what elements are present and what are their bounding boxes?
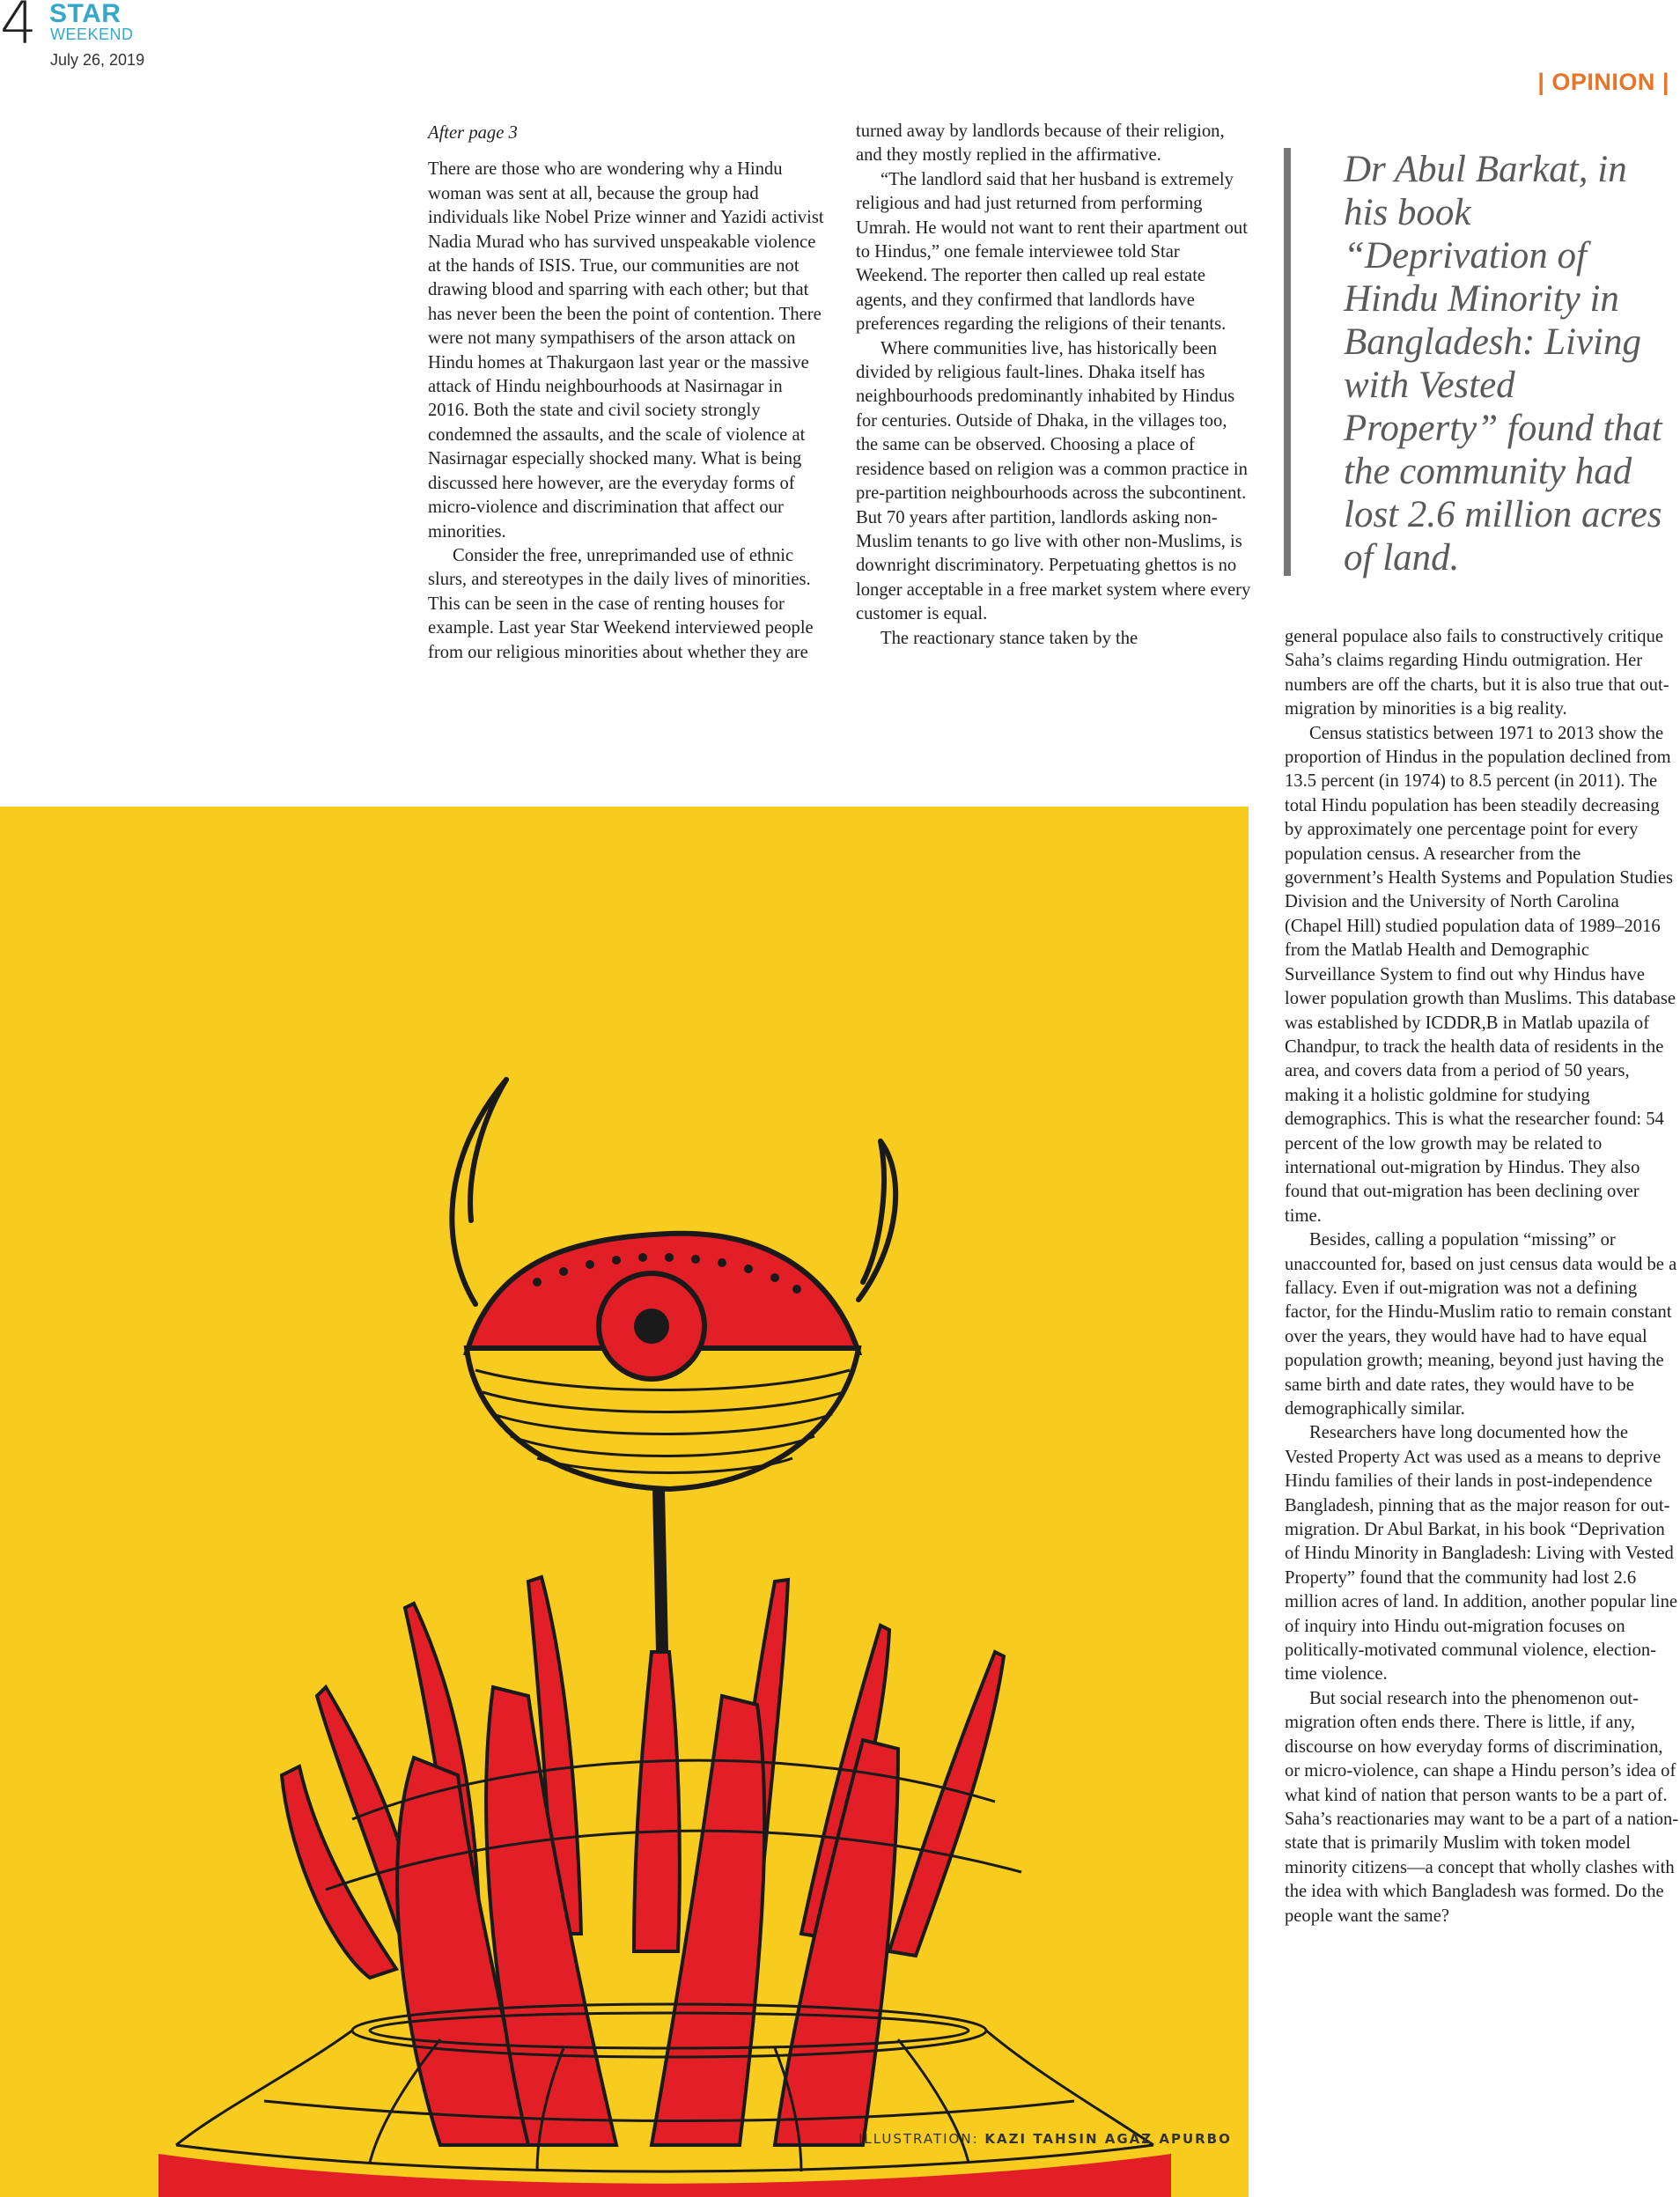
illustration-artwork [0, 807, 1249, 2197]
paragraph: Besides, calling a population “missing” or unaccounted for, based on just census data would be a fallacy. Even if out-migration was not a defining factor, for the Hindu-Muslim ratio to remain constant over the years, they would have had to have equal population growth; meaning, beyond just having the same birth and date rates, they would have to be demographically similar. [1285, 1230, 1677, 1419]
paragraph: Consider the free, unreprimanded use of ethnic slurs, and stereotypes in the daily lives of minorities. This can be seen in the case of renting houses for example. Last year Star Weekend interviewed people from our religious minorities about whether they are [428, 545, 814, 662]
brand-star: STAR [49, 0, 122, 28]
illustration [0, 807, 1249, 2197]
paragraph: Census statistics between 1971 to 2013 show the proportion of Hindus in the population declined from 13.5 percent (in 1974) to 8.5 percent (in 2011). The total Hindu population has been steadily decreasing by approximately one percentage point for every population census. A researcher from the government’s Health Systems and Population Studies Division and the University of North Carolina (Chapel Hill) studied population data of 1989–2016 from the Matlab Health and Demographic Surveillance System to find out why Hindus have lower population growth than Muslims. This database was established by ICDDR,B in Matlab upazila of Chandpur, to track the health data of residents in the area, and covers data from a period of 50 years, making it a holistic goldmine for studying demographics. This is what the researcher found: 54 percent of the low growth may be related to international out-migration by Hindus. They also found that out-migration has been declining over time. [1285, 723, 1676, 1226]
pull-quote: Dr Abul Barkat, in his book “Deprivation of Hindu Minority in Bangladesh: Living with Vested Property” found that the community had lost 2.6 million acres of land. [1284, 148, 1671, 576]
paragraph: “The landlord said that her husband is extremely religious and had just returned from performing Umrah. He would not want to rent their apartment out to Hindus,” one female interviewee told Star Weekend. The reporter then called up real estate agents, and they confirmed that landlords have preferences regarding the religions of their tenants. [856, 169, 1248, 335]
section-bar-right: | [1654, 69, 1669, 95]
paragraph: But social research into the phenomenon out-migration often ends there. There is little, if any, discourse on how everyday forms of discrimination, or micro-violence, can shape a Hindu person’s idea of what kind of nation that person wants to be a part of. Saha’s reactionaries may want to be a part of a nation-state that is primarily Muslim with token model minority citizens—a concept that wholly clashes with the idea with which Bangladesh was formed. Do the people want the same? [1285, 1688, 1679, 1926]
article-column-2 [856, 120, 1252, 651]
page-number: 4 [0, 0, 37, 57]
masthead [0, 0, 176, 79]
section-bar-left: | [1537, 69, 1552, 95]
paragraph: general populace also fails to constructively critique Saha’s claims regarding Hindu outmigration. Her numbers are off the charts, but it is also true that out-migration by minorities is a big reality. [1285, 627, 1669, 719]
section-tag [1537, 69, 1669, 96]
issue-date: July 26, 2019 [50, 51, 145, 69]
article-column-1 [428, 122, 824, 665]
credit-name: KAZI TAHSIN AGAZ APURBO [984, 2131, 1232, 2147]
paragraph: turned away by landlords because of their religion, and they mostly replied in the affirmative. [856, 122, 1225, 166]
section-label: OPINION [1551, 69, 1655, 95]
continued-from: After page 3 [428, 123, 518, 143]
paragraph: Where communities live, has historically been divided by religious fault-lines. Dhaka itself has neighbourhoods predominantly inhabited by Hindus for centuries. Outside of Dhaka, in the villages too, the same can be observed. Choosing a place of residence based on religion was a common practice in pre-partition neighbourhoods across the subcontinent. But 70 years after partition, landlords asking non-Muslim tenants to go live with other non-Muslims, is downright discriminatory. Perpetuating ghettos is no longer acceptable in a free market system where every customer is equal. [856, 338, 1251, 624]
paragraph: There are those who are wondering why a Hindu woman was sent at all, because the group had individuals like Nobel Prize winner and Yazidi activist Nadia Murad who has survived unspeakable violence at the hands of ISIS. True, our communities are not drawing blood and sparring with each other; but that has never been the been the point of contention. There were not many sympathisers of the arson attack on Hindu homes at Thakurgaon last year or the massive attack of Hindu neighbourhoods at Nasirnagar in 2016. Both the state and civil society strongly condemned the assaults, and the scale of violence at Nasirnagar especially shocked many. What is being discussed here however, are the everyday forms of micro-violence and discrimination that affect our minorities. [428, 159, 824, 542]
brand-weekend: WEEKEND [50, 26, 134, 43]
article-column-3 [1285, 625, 1679, 1928]
paragraph: The reactionary stance taken by the [881, 628, 1138, 648]
paragraph: Researchers have long documented how the Vested Property Act was used as a means to deprive Hindu families of their lands in post-independence Bangladesh, pinning that as the major reason for out-migration. Dr Abul Barkat, in his book “Deprivation of Hindu Minority in Bangladesh: Living with Vested Property” found that the community had lost 2.6 million acres of land. In addition, another popular line of inquiry into Hindu out-migration focuses on politically-motivated communal violence, election-time violence. [1285, 1423, 1678, 1685]
illustration-credit [858, 2131, 1232, 2147]
credit-label: ILLUSTRATION: [858, 2131, 979, 2147]
